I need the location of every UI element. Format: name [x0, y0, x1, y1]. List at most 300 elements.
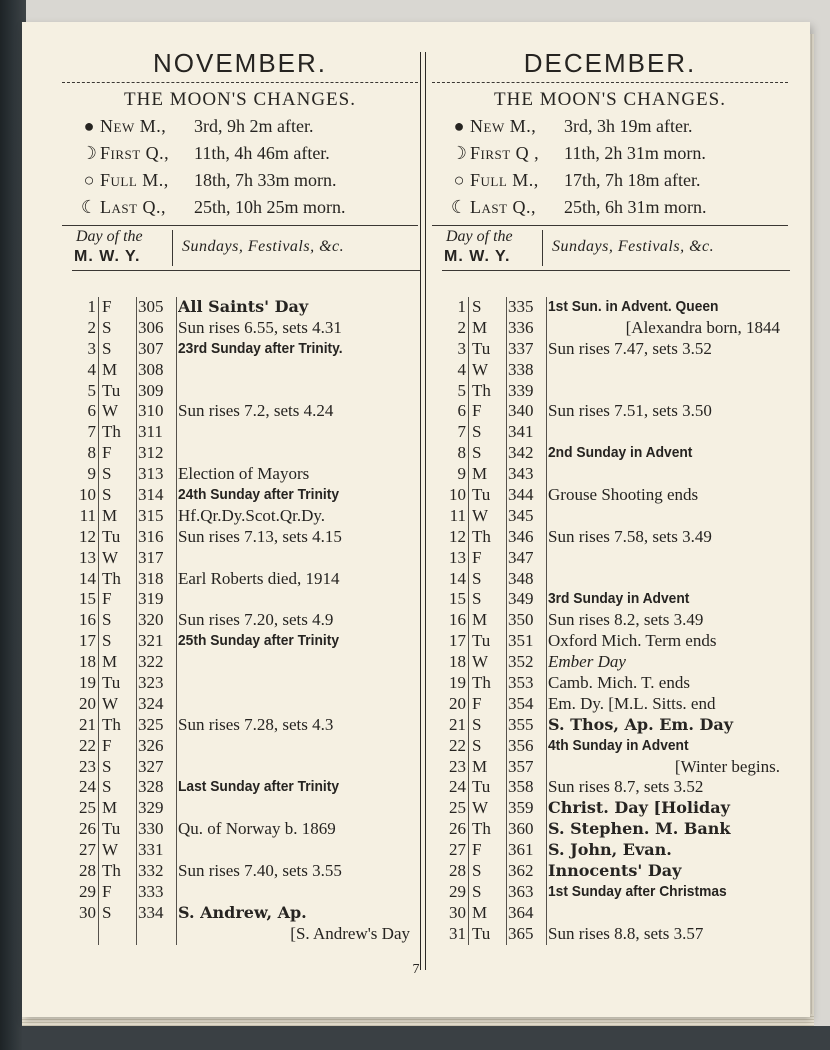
day-of-week: W [472, 505, 489, 525]
festival-note: 4th Sunday in Advent [548, 736, 689, 754]
day-of-year: 323 [138, 673, 164, 693]
day-row [52, 694, 428, 715]
day-of-year: 361 [508, 840, 534, 860]
day-of-month: 3 [87, 338, 96, 358]
day-of-week: M [472, 610, 488, 630]
day-row [422, 694, 798, 715]
moon-phases [52, 113, 428, 221]
first-quarter-icon: ☽ [80, 143, 98, 163]
day-of-week: Tu [472, 923, 491, 943]
day-of-year: 349 [508, 589, 534, 609]
day-of-month: 4 [87, 359, 96, 379]
day-of-week: F [472, 840, 482, 860]
day-of-year: 365 [508, 923, 534, 943]
day-row [422, 339, 798, 360]
festival-note: S. Stephen. M. Bank [548, 819, 731, 839]
day-of-year: 354 [508, 693, 534, 713]
day-row [422, 318, 798, 339]
day-of-month: 24 [449, 777, 466, 797]
day-of-year: 308 [138, 359, 164, 379]
day-of-week: S [102, 338, 112, 358]
day-of-week: S [102, 464, 112, 484]
day-of-year: 316 [138, 526, 164, 546]
column-rule [136, 297, 137, 945]
day-of-year: 344 [508, 485, 534, 505]
day-of-week: W [102, 840, 119, 860]
festival-note: Sun rises 7.13, sets 4.15 [178, 526, 342, 546]
festival-note: S. Thos, Ap. Em. Day [548, 714, 734, 734]
moon-phase-name: New M., [100, 116, 167, 136]
day-of-week: M [102, 505, 118, 525]
day-of-year: 339 [508, 380, 534, 400]
day-of-month: 10 [449, 485, 466, 505]
day-row [422, 401, 798, 422]
day-row [52, 736, 428, 757]
day-row [52, 631, 428, 652]
day-of-month: 10 [79, 485, 96, 505]
day-of-year: 319 [138, 589, 164, 609]
day-of-month: 6 [457, 401, 466, 421]
column-rule [546, 297, 547, 945]
column-header [442, 226, 790, 271]
festival-note: 1st Sun. in Advent. Queen [548, 298, 719, 315]
column-rule [98, 297, 99, 945]
day-of-week: F [102, 881, 112, 901]
festival-note: S. John, Evan. [548, 840, 672, 860]
day-of-month: 11 [449, 505, 466, 525]
day-of-week: Th [102, 568, 121, 588]
day-row [52, 527, 428, 548]
day-row [422, 840, 798, 861]
day-of-week: M [102, 798, 118, 818]
sundays-festivals-label: Sundays, Festivals, &c. [552, 238, 715, 255]
day-row [422, 673, 798, 694]
day-of-month: 14 [449, 568, 466, 588]
moon-phase-line [422, 167, 798, 194]
day-row [52, 840, 428, 861]
day-row [52, 861, 428, 882]
day-row [52, 819, 428, 840]
moon-phase-name: First Q., [100, 143, 170, 163]
festival-note: Christ. Day [Holiday [548, 798, 730, 818]
day-of-month: 24 [79, 777, 96, 797]
day-row [52, 485, 428, 506]
header-divider [542, 230, 543, 266]
day-of-month: 13 [449, 547, 466, 567]
day-of-week: F [102, 589, 112, 609]
day-row [422, 610, 798, 631]
day-of-year: 342 [508, 443, 534, 463]
day-row [52, 443, 428, 464]
book-cover [22, 1026, 830, 1050]
day-of-year: 318 [138, 568, 164, 588]
festival-note: Oxford Mich. Term ends [548, 631, 717, 651]
day-row [52, 882, 428, 903]
festival-note: Sun rises 8.8, sets 3.57 [548, 923, 704, 943]
day-of-the-label: Day of the [446, 228, 513, 245]
day-of-week: Th [472, 380, 491, 400]
day-row [52, 381, 428, 402]
day-of-week: Tu [472, 777, 491, 797]
moon-changes-heading: THE MOON'S CHANGES. [494, 89, 726, 110]
mwy-label: M. W. Y. [444, 248, 511, 265]
day-of-month: 17 [449, 631, 466, 651]
festival-note: Sun rises 7.28, sets 4.3 [178, 714, 334, 734]
page-number: 7 [412, 962, 420, 977]
day-of-the-label: Day of the [76, 228, 143, 245]
festival-note: All Saints' Day [178, 297, 309, 316]
moon-phase-name: Full M., [470, 170, 539, 190]
last-quarter-icon: ☾ [80, 197, 98, 217]
day-of-week: S [102, 902, 112, 922]
day-row [422, 485, 798, 506]
day-row [422, 548, 798, 569]
day-row [52, 757, 428, 778]
day-of-year: 320 [138, 610, 164, 630]
moon-phase-line [422, 140, 798, 167]
day-of-week: W [102, 547, 119, 567]
day-of-week: F [102, 443, 112, 463]
day-row [422, 422, 798, 443]
day-of-month: 18 [449, 652, 466, 672]
moon-phase-name: First Q , [470, 143, 540, 163]
moon-phase-name: New M., [470, 116, 537, 136]
day-of-month: 21 [449, 714, 466, 734]
day-of-month: 27 [449, 840, 466, 860]
festival-note: Last Sunday after Trinity [178, 778, 340, 796]
day-of-year: 325 [138, 714, 164, 734]
day-of-year: 346 [508, 526, 534, 546]
day-of-year: 363 [508, 881, 534, 901]
moon-phase-time: 11th, 4h 46m after. [194, 143, 330, 163]
day-row [52, 339, 428, 360]
day-row [52, 506, 428, 527]
day-of-month: 25 [449, 798, 466, 818]
day-of-week: Tu [472, 485, 491, 505]
day-of-week: Th [102, 714, 121, 734]
day-of-month: 6 [87, 401, 96, 421]
day-of-year: 347 [508, 547, 534, 567]
festival-note: [S. Andrew's Day [290, 923, 410, 943]
festival-note: Grouse Shooting ends [548, 485, 699, 505]
last-quarter-icon: ☾ [450, 197, 468, 217]
moon-phase-name: Last Q., [470, 197, 537, 217]
day-of-week: W [472, 652, 489, 672]
day-rows [422, 297, 798, 945]
day-row [52, 924, 428, 945]
day-of-week: S [472, 297, 482, 316]
day-row [422, 903, 798, 924]
festival-note: Ember Day [548, 652, 626, 672]
day-of-week: S [472, 861, 482, 881]
day-row [52, 401, 428, 422]
festival-note: 3rd Sunday in Advent [548, 590, 690, 608]
day-of-year: 343 [508, 464, 534, 484]
title-rule [62, 82, 418, 83]
day-row [52, 548, 428, 569]
festival-note: Election of Mayors [178, 464, 310, 484]
day-of-year: 311 [138, 422, 163, 442]
day-of-month: 8 [87, 443, 96, 463]
day-of-year: 357 [508, 756, 534, 776]
festival-note: 1st Sunday after Christmas [548, 882, 727, 900]
day-row [422, 652, 798, 673]
day-of-year: 306 [138, 317, 164, 337]
festival-note: Em. Dy. [M.L. Sitts. end [548, 693, 716, 713]
moon-phase-name: Last Q., [100, 197, 167, 217]
day-of-year: 333 [138, 881, 164, 901]
day-of-year: 337 [508, 338, 534, 358]
day-of-month: 26 [449, 819, 466, 839]
day-row [52, 715, 428, 736]
festival-note: Sun rises 7.51, sets 3.50 [548, 401, 712, 421]
moon-phase-time: 11th, 2h 31m morn. [564, 143, 706, 163]
day-of-year: 356 [508, 735, 534, 755]
day-row [422, 443, 798, 464]
day-row [52, 610, 428, 631]
day-of-year: 307 [138, 338, 164, 358]
day-of-week: S [472, 589, 482, 609]
day-rows [52, 297, 428, 945]
day-of-month: 12 [449, 526, 466, 546]
day-of-week: F [102, 297, 112, 316]
month-title: DECEMBER. [523, 48, 697, 78]
day-row [422, 506, 798, 527]
new-moon-icon: ● [83, 116, 95, 136]
day-row [52, 777, 428, 798]
day-of-year: 314 [138, 485, 164, 505]
day-of-year: 330 [138, 819, 164, 839]
day-of-week: M [472, 902, 488, 922]
day-of-week: W [472, 359, 489, 379]
day-of-year: 334 [138, 902, 164, 922]
day-of-year: 355 [508, 714, 534, 734]
festival-note: Sun rises 8.7, sets 3.52 [548, 777, 704, 797]
festival-note: Hf.Qr.Dy.Scot.Qr.Dy. [178, 505, 326, 525]
day-of-week: Tu [102, 819, 121, 839]
day-of-month: 14 [79, 568, 96, 588]
day-of-week: S [102, 777, 112, 797]
day-of-month: 23 [79, 756, 96, 776]
day-of-month: 12 [79, 526, 96, 546]
day-of-year: 322 [138, 652, 164, 672]
day-of-month: 30 [79, 902, 96, 922]
day-of-week: M [472, 464, 488, 484]
day-of-month: 7 [87, 422, 96, 442]
day-of-year: 332 [138, 861, 164, 881]
festival-note: 24th Sunday after Trinity [178, 486, 340, 504]
day-of-week: S [102, 610, 112, 630]
day-of-month: 1 [457, 297, 466, 316]
day-of-month: 13 [79, 547, 96, 567]
day-row [422, 924, 798, 945]
day-of-year: 348 [508, 568, 534, 588]
day-of-month: 8 [457, 443, 466, 463]
day-row [422, 297, 798, 318]
day-of-year: 321 [138, 631, 164, 651]
day-row [52, 422, 428, 443]
day-of-year: 360 [508, 819, 534, 839]
day-of-month: 26 [79, 819, 96, 839]
day-of-year: 317 [138, 547, 164, 567]
day-of-month: 9 [87, 464, 96, 484]
day-of-month: 17 [79, 631, 96, 651]
moon-phase-line [52, 113, 428, 140]
day-of-week: W [102, 693, 119, 713]
day-row [52, 652, 428, 673]
day-of-week: M [472, 756, 488, 776]
moon-phase-name: Full M., [100, 170, 169, 190]
column-rule [176, 297, 177, 945]
column-rule [468, 297, 469, 945]
day-row [422, 715, 798, 736]
day-of-week: Tu [102, 673, 121, 693]
day-row [422, 381, 798, 402]
day-of-month: 2 [87, 317, 96, 337]
day-of-year: 324 [138, 693, 164, 713]
moon-phase-time: 25th, 10h 25m morn. [194, 197, 346, 217]
day-of-year: 329 [138, 798, 164, 818]
day-row [422, 757, 798, 778]
mwy-label: M. W. Y. [74, 248, 141, 265]
moon-phase-time: 17th, 7h 18m after. [564, 170, 701, 190]
day-of-week: S [472, 714, 482, 734]
day-of-year: 364 [508, 902, 534, 922]
day-row [422, 589, 798, 610]
day-of-week: F [472, 401, 482, 421]
day-of-week: Th [102, 861, 121, 881]
day-of-year: 313 [138, 464, 164, 484]
moon-phase-time: 25th, 6h 31m morn. [564, 197, 707, 217]
full-moon-icon: ○ [453, 170, 465, 190]
festival-note: Sun rises 6.55, sets 4.31 [178, 317, 342, 337]
day-of-month: 1 [87, 297, 96, 316]
day-of-month: 19 [79, 673, 96, 693]
festival-note: Sun rises 7.2, sets 4.24 [178, 401, 334, 421]
day-row [52, 589, 428, 610]
festival-note: 2nd Sunday in Advent [548, 444, 693, 462]
day-row [422, 882, 798, 903]
day-of-week: W [472, 798, 489, 818]
day-of-year: 305 [138, 297, 164, 316]
day-of-week: F [472, 693, 482, 713]
day-of-year: 336 [508, 317, 534, 337]
day-row [52, 360, 428, 381]
day-of-month: 15 [449, 589, 466, 609]
moon-phase-time: 3rd, 3h 19m after. [564, 116, 693, 136]
day-of-week: S [472, 735, 482, 755]
moon-phase-time: 3rd, 9h 2m after. [194, 116, 314, 136]
day-of-week: Tu [102, 526, 121, 546]
day-of-month: 19 [449, 673, 466, 693]
day-of-year: 352 [508, 652, 534, 672]
day-of-year: 312 [138, 443, 164, 463]
day-of-week: Th [472, 526, 491, 546]
day-of-week: Tu [472, 338, 491, 358]
day-of-week: S [102, 631, 112, 651]
day-of-week: S [102, 756, 112, 776]
day-row [422, 819, 798, 840]
day-of-week: S [472, 568, 482, 588]
day-of-year: 358 [508, 777, 534, 797]
day-row [422, 861, 798, 882]
festival-note: Camb. Mich. T. ends [548, 673, 690, 693]
day-of-year: 335 [508, 297, 534, 316]
day-of-month: 5 [87, 380, 96, 400]
month-title: NOVEMBER. [152, 48, 328, 78]
festival-note: 25th Sunday after Trinity [178, 632, 340, 650]
first-quarter-icon: ☽ [450, 143, 468, 163]
day-of-month: 25 [79, 798, 96, 818]
day-of-week: Th [102, 422, 121, 442]
day-of-month: 30 [449, 902, 466, 922]
day-of-month: 22 [79, 735, 96, 755]
moon-phase-line [52, 140, 428, 167]
day-of-month: 29 [449, 881, 466, 901]
day-of-week: M [472, 317, 488, 337]
day-of-month: 21 [79, 714, 96, 734]
day-row [52, 569, 428, 590]
moon-phase-time: 18th, 7h 33m morn. [194, 170, 337, 190]
day-of-month: 29 [79, 881, 96, 901]
day-of-month: 16 [449, 610, 466, 630]
day-of-month: 28 [449, 861, 466, 881]
day-row [422, 527, 798, 548]
day-of-month: 28 [79, 861, 96, 881]
moon-phase-line [422, 113, 798, 140]
festival-note: Innocents' Day [548, 861, 682, 881]
month-november [52, 22, 428, 945]
day-of-week: M [102, 652, 118, 672]
day-row [52, 798, 428, 819]
day-of-year: 345 [508, 505, 534, 525]
day-row [422, 798, 798, 819]
day-of-year: 309 [138, 380, 164, 400]
day-of-week: S [102, 485, 112, 505]
moon-phase-line [52, 167, 428, 194]
day-of-year: 362 [508, 861, 534, 881]
day-of-week: M [102, 359, 118, 379]
day-row [52, 903, 428, 924]
day-of-month: 11 [79, 505, 96, 525]
day-of-week: Tu [102, 380, 121, 400]
day-row [422, 569, 798, 590]
festival-note: Sun rises 7.58, sets 3.49 [548, 526, 712, 546]
festival-note: Sun rises 8.2, sets 3.49 [548, 610, 704, 630]
moon-phases [422, 113, 798, 221]
day-of-week: Tu [472, 631, 491, 651]
day-of-week: S [472, 422, 482, 442]
day-of-year: 350 [508, 610, 534, 630]
day-of-month: 4 [457, 359, 466, 379]
header-divider [172, 230, 173, 266]
day-of-week: S [102, 317, 112, 337]
day-of-year: 327 [138, 756, 164, 776]
day-of-year: 310 [138, 401, 164, 421]
moon-phase-line [422, 194, 798, 221]
day-of-week: S [472, 443, 482, 463]
day-of-week: Th [472, 819, 491, 839]
almanac-page [22, 22, 810, 1017]
day-row [422, 464, 798, 485]
day-of-week: F [472, 547, 482, 567]
festival-note: Earl Roberts died, 1914 [178, 568, 340, 588]
day-of-month: 9 [457, 464, 466, 484]
day-of-month: 3 [457, 338, 466, 358]
day-row [52, 318, 428, 339]
day-of-week: F [102, 735, 112, 755]
day-of-month: 16 [79, 610, 96, 630]
